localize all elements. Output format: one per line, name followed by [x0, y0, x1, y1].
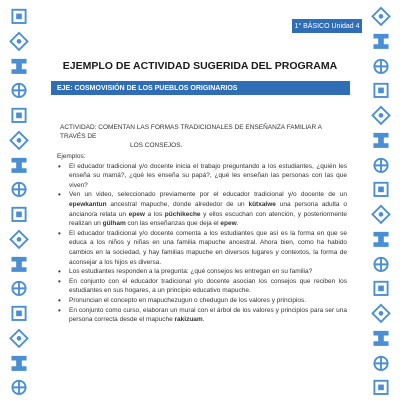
ornament-motif — [8, 229, 30, 250]
ornament-motif — [8, 6, 30, 27]
ornament-motif — [370, 254, 392, 275]
right-ornamental-border — [362, 0, 400, 400]
axis-label: EJE: COSMOVISIÓN DE LOS PUEBLOS ORIGINARIOS — [57, 84, 238, 92]
example-text: Los estudiantes responden a la pregunta: ¿qué consejos les entregan en su familia? — [69, 268, 313, 276]
activity-statement — [60, 123, 322, 150]
ornament-motif — [370, 105, 392, 126]
ornament-motif — [370, 155, 392, 176]
example-text: . — [236, 220, 239, 228]
ornament-motif — [8, 377, 30, 398]
examples-section — [57, 152, 347, 325]
page-title: EJEMPLO DE ACTIVIDAD SUGERIDA DEL PROGRAMA — [62, 60, 338, 72]
ornament-motif — [370, 179, 392, 200]
activity-line-2: LOS CONSEJOS. — [130, 142, 183, 149]
example-term: kütxalwe — [248, 200, 276, 208]
example-item — [69, 306, 347, 325]
example-item — [69, 162, 347, 191]
example-text: y ellos escuchan con atención, y posteriormente realizan un — [69, 210, 347, 228]
ornament-motif — [370, 229, 392, 250]
ornament-motif — [8, 155, 30, 176]
example-text: con las enseñanzas que deja el — [125, 220, 221, 228]
ornament-motif — [370, 303, 392, 324]
example-text: En conjunto con el educador tradicional y/o docente asocian los consejos que reciben los estudiantes en sus hogares, a un principio educativo mapuche. — [69, 277, 347, 295]
ornament-motif — [370, 353, 392, 374]
ornament-motif — [8, 56, 30, 77]
ornament-motif — [8, 31, 30, 52]
example-item — [69, 190, 347, 228]
ornament-motif — [8, 278, 30, 299]
example-text: . — [202, 316, 205, 324]
example-text: Ven un video, seleccionado previamente por el educador tradicional y/o docente de un — [69, 191, 347, 199]
ornament-motif — [8, 179, 30, 200]
ornament-motif — [8, 105, 30, 126]
ornament-motif — [8, 80, 30, 101]
example-text: El educador tradicional y/o docente inicia el trabajo preguntando a los estudiantes, ¿quién les enseña su mamá?, ¿qué les enseña su papá?, ¿qué les enseñan las personas con las que viven? — [69, 162, 347, 189]
example-term: rakizuam — [174, 316, 203, 324]
activity-line-1: ACTIVIDAD: COMENTAN LAS FORMAS TRADICIONALES DE ENSEÑANZA FAMILIAR A TRAVÉS DE — [60, 124, 322, 140]
examples-heading: Ejemplos: — [57, 153, 86, 160]
ornament-motif — [370, 56, 392, 77]
example-text: El educador tradicional y/o docente comenta a los estudiantes que así es la forma en que se educa a los niños y niñas en una familia mapuche ancestral. Ahora bien, como ha habido cambios en la sociedad, y hay familias mapuche en diversos lugares y contextos, la forma de aconsejar a los hijos es diversa. — [69, 229, 347, 266]
ornament-motif — [8, 328, 30, 349]
ornament-motif — [370, 31, 392, 52]
ornament-motif — [8, 130, 30, 151]
ornament-motif — [8, 204, 30, 225]
ornament-motif — [8, 353, 30, 374]
example-term: epew — [128, 210, 145, 218]
example-item — [69, 229, 347, 267]
ornament-motif — [8, 254, 30, 275]
examples-list — [57, 162, 347, 325]
example-item — [69, 296, 347, 306]
example-text: a los — [144, 210, 165, 218]
example-text: En conjunto como curso, elaboran un mural con el árbol de los valores y principios para ser una persona correcta desde el mapuche — [69, 306, 347, 324]
ornament-motif — [370, 204, 392, 225]
ornament-motif — [370, 80, 392, 101]
ornament-motif — [370, 6, 392, 27]
example-item — [69, 277, 347, 296]
example-term: gülham — [102, 220, 126, 228]
example-text: una persona adulta o anciano/a relata un — [69, 200, 347, 218]
unit-tag: 1° BÁSICO Unidad 4 — [292, 19, 362, 33]
left-ornamental-border — [0, 0, 38, 400]
ornament-motif — [370, 328, 392, 349]
example-term: epewkantun — [69, 200, 107, 208]
ornament-motif — [370, 377, 392, 398]
ornament-motif — [370, 130, 392, 151]
example-term: epew — [220, 220, 237, 228]
example-term: püchikeche — [164, 210, 201, 218]
example-item — [69, 267, 347, 277]
axis-bar — [51, 81, 350, 95]
example-text: Pronuncian el concepto en mapuchezugun o chedugun de los valores y principios. — [69, 296, 307, 304]
ornament-motif — [8, 303, 30, 324]
example-text: ancestral mapuche, donde alrededor de un — [106, 200, 249, 208]
ornament-motif — [370, 278, 392, 299]
